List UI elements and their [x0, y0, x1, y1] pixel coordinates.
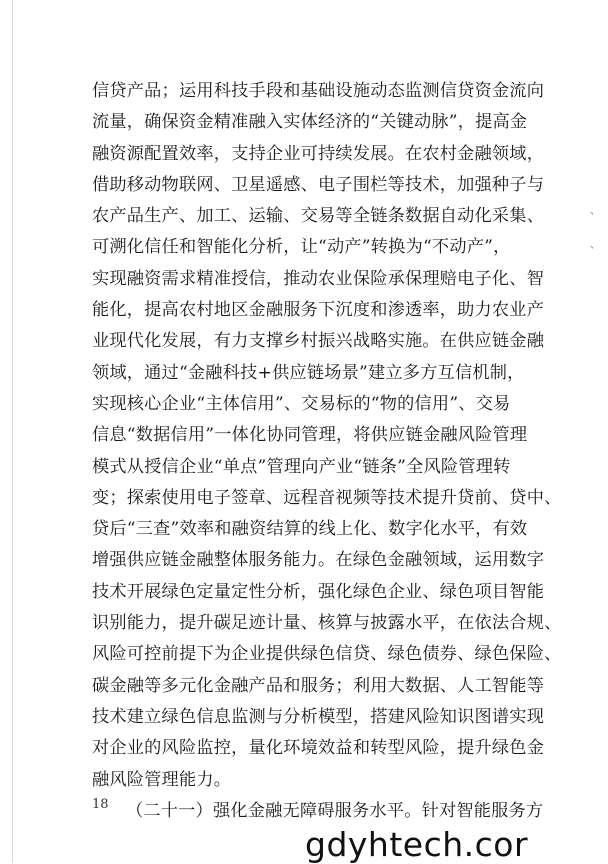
text-line: 领域，通过“金融科技+供应链场景”建立多方互信机制， — [92, 362, 525, 383]
text-line: 农产品生产、加工、运输、交易等全链条数据自动化采集、 — [92, 206, 545, 227]
text-line: 能化，提高农村地区金融服务下沉度和渗透率，助力农业产 — [92, 300, 545, 321]
section-heading-line: （二十一）强化金融无障碍服务水平。针对智能服务方 — [126, 800, 544, 821]
page-number: 18 — [92, 797, 109, 812]
text-line: 实现核心企业“主体信用”、交易标的“物的信用”、交易 — [92, 393, 511, 414]
text-line: 信息“数据信用”一体化协同管理，将供应链金融风险管理 — [92, 425, 528, 446]
text-line: 贷后“三查”效率和融资结算的线上化、数字化水平，有效 — [92, 519, 528, 540]
text-line: 增强供应链金融整体服务能力。在绿色金融领域，运用数字 — [92, 550, 545, 571]
text-line: 风险可控前提下为企业提供绿色信贷、绿色债券、绿色保险、 — [92, 644, 562, 665]
text-line: 技术开展绿色定量定性分析，强化绿色企业、绿色项目智能 — [92, 581, 545, 602]
text-line: 融资源配置效率，支持企业可持续发展。在农村金融领域， — [92, 143, 545, 164]
text-line: 模式从授信企业“单点”管理向产业“链条”全风险管理转 — [92, 456, 511, 477]
margin-mark: 、 — [590, 240, 600, 251]
body-text — [92, 76, 562, 827]
text-line: 识别能力，提升碳足迹计量、核算与披露水平，在依法合规、 — [92, 613, 562, 634]
page-left-edge — [12, 0, 13, 863]
text-line: 碳金融等多元化金融产品和服务；利用大数据、人工智能等 — [92, 675, 545, 696]
text-line: 业现代化发展，有力支撑乡村振兴战略实施。在供应链金融 — [92, 331, 545, 352]
text-line: 可溯化信任和智能化分析，让“动产”转换为“不动产”， — [92, 237, 511, 258]
text-line: 信贷产品；运用科技手段和基础设施动态监测信贷资金流向 — [92, 81, 545, 101]
text-line: 融风险管理能力。 — [92, 769, 232, 790]
text-line: 变；探索使用电子签章、远程音视频等技术提升贷前、贷中、 — [92, 487, 562, 508]
text-line: 流量，确保资金精准融入实体经济的“关键动脉”，提高金 — [92, 112, 528, 133]
watermark-text: gdyhtech.cor — [305, 825, 529, 864]
text-line: 对企业的风险监控，量化环境效益和转型风险，提升绿色金 — [92, 738, 545, 759]
text-line: 实现融资需求精准授信，推动农业保险承保理赔电子化、智 — [92, 268, 545, 289]
text-line: 技术建立绿色信息监测与分析模型，搭建风险知识图谱实现 — [92, 706, 545, 727]
text-line: 借助移动物联网、卫星遥感、电子围栏等技术，加强种子与 — [92, 174, 545, 195]
margin-mark: 、 — [590, 206, 600, 217]
